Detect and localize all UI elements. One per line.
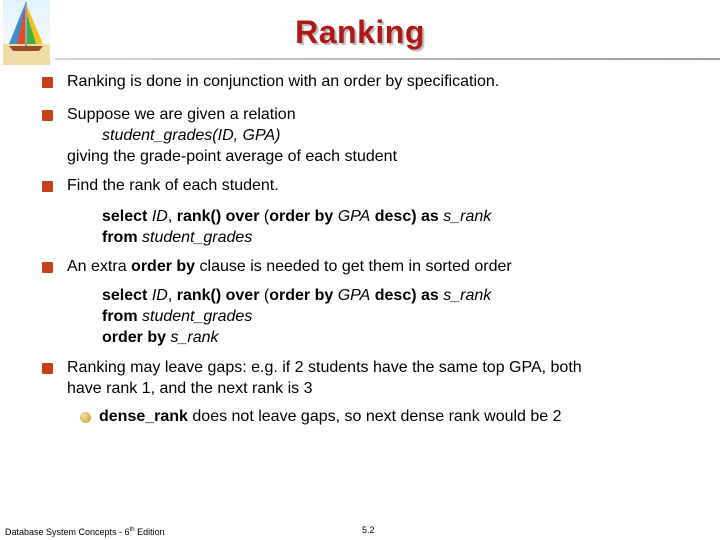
- sql-keyword: order by: [102, 329, 167, 346]
- query-2-line-2: [102, 307, 252, 327]
- bullet-4-text-2: clause is needed to get them in sorted order: [199, 258, 512, 275]
- sql-keyword: from: [102, 308, 138, 325]
- footer-book-title: Database System Concepts - 6: [5, 527, 130, 537]
- sql-keyword: desc): [374, 208, 417, 225]
- round-bullet-icon: [80, 412, 91, 423]
- sql-identifier: s_rank: [443, 208, 492, 225]
- sql-identifier: ID: [151, 208, 168, 225]
- sub-bullet-body: does not leave gaps, so next dense rank would be 2: [192, 408, 562, 425]
- footer-edition: Edition: [137, 527, 165, 537]
- sql-identifier: s_rank: [443, 287, 492, 304]
- square-bullet-icon: [42, 181, 53, 192]
- bullet-1-text: Ranking is done in conjunction with an order by specification.: [67, 73, 500, 90]
- square-bullet-icon: [42, 262, 53, 273]
- sql-keyword: select: [102, 287, 148, 304]
- sql-identifier: GPA: [337, 287, 371, 304]
- sql-punct: ,: [167, 287, 173, 304]
- sql-keyword: select: [102, 208, 148, 225]
- square-bullet-icon: [42, 363, 53, 374]
- sql-keyword: rank() over: [176, 208, 260, 225]
- sql-identifier: ID: [151, 287, 168, 304]
- sql-keyword: desc): [374, 287, 417, 304]
- bullet-4-text-1: An extra: [67, 258, 127, 275]
- query-1-line-2: [102, 228, 252, 248]
- sql-keyword: order by: [131, 258, 196, 275]
- sql-identifier: student_grades: [142, 229, 253, 246]
- sql-keyword: order by: [269, 208, 334, 225]
- sql-punct: ,: [167, 208, 173, 225]
- sub-bullet-text: [99, 407, 562, 427]
- slide-title: Ranking: [295, 14, 425, 50]
- footer-sup: th: [129, 527, 135, 533]
- bullet-5-line-2: have rank 1, and the next rank is 3: [67, 380, 313, 397]
- sql-identifier: GPA: [337, 208, 371, 225]
- query-2-line-1: [102, 286, 491, 306]
- query-1-line-1: [102, 207, 491, 227]
- title-divider: [55, 58, 720, 60]
- sql-identifier: student_grades: [142, 308, 253, 325]
- bullet-2-line-3: giving the grade-point average of each student: [67, 148, 398, 165]
- sql-keyword: order by: [269, 287, 334, 304]
- sql-punct: (: [263, 208, 270, 225]
- footer-page-number: 5.2: [362, 525, 375, 535]
- query-2-line-3: [102, 328, 219, 348]
- bullet-2-line-1: Suppose we are given a relation: [67, 106, 296, 123]
- sql-keyword: rank() over: [176, 287, 260, 304]
- bullet-4-text: [67, 257, 512, 277]
- bullet-5-line-1: Ranking may leave gaps: e.g. if 2 students have the same top GPA, both: [67, 359, 582, 376]
- square-bullet-icon: [42, 77, 53, 88]
- sql-keyword: from: [102, 229, 138, 246]
- footer-book: [5, 524, 165, 538]
- bullet-2-line-2: student_grades(ID, GPA): [102, 127, 281, 144]
- bullet-3-text: Find the rank of each student.: [67, 177, 279, 194]
- sql-identifier: s_rank: [170, 329, 219, 346]
- sql-keyword: dense_rank: [99, 408, 188, 425]
- square-bullet-icon: [42, 110, 53, 121]
- sql-keyword: as: [421, 287, 439, 304]
- sql-punct: (: [263, 287, 270, 304]
- sql-keyword: as: [421, 208, 439, 225]
